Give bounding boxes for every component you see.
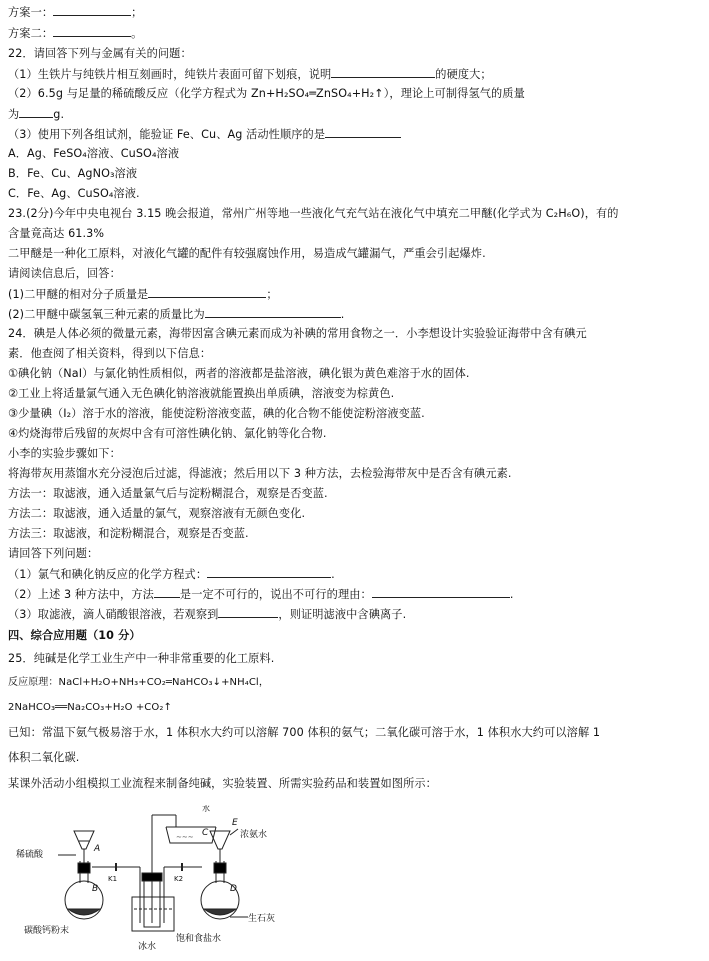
q22-part2: （2）6.5g 与足量的稀硫酸反应（化学方程式为 Zn+H₂SO₄═ZnSO₄+H₂↑），理论上可制得氢气的质量 bbox=[8, 87, 525, 100]
label-k2: K2 bbox=[174, 875, 184, 883]
q23-info: 二甲醚是一种化工原料，对液化气罐的配件有较强腐蚀作用，易造成气罐漏气，严重会引起爆炸. bbox=[8, 247, 486, 260]
label-caco3: 碳酸钙粉末 bbox=[24, 926, 70, 936]
q22-part1: （1）生铁片与纯铁片相互刻画时，纯铁片表面可留下划痕，说明 的硬度大； bbox=[8, 68, 492, 81]
q22-part2-cont: 为 g. bbox=[8, 108, 65, 121]
beaker-c bbox=[166, 827, 216, 843]
connecting-tubes bbox=[92, 815, 202, 923]
q24-part3: （3）取滤液，滴人硝酸银溶液，若观察到 ，则证明滤液中含碘离子. bbox=[8, 608, 407, 621]
q24-2-method-blank[interactable] bbox=[154, 586, 180, 598]
q25-known-1: 已知：常温下氨气极易溶于水，1 体积水大约可以溶解 700 体积的氨气；二氧化碳可溶于水，1 体积水大约可以溶解 1 bbox=[8, 726, 601, 739]
q24-3-blank[interactable] bbox=[218, 606, 278, 618]
q24-info-3: ③少量碘（I₂）溶于水的溶液，能使淀粉溶液变蓝，碘的化合物不能使淀粉溶液变蓝. bbox=[8, 407, 425, 420]
q23-part2: (2)二甲醚中碳氢氧三种元素的质量比为 . bbox=[8, 308, 345, 321]
svg-text:∼∼∼: ∼∼∼ bbox=[176, 833, 194, 841]
q24-info-1: ①碘化钠（NaI）与氯化钠性质相似，两者的溶液都是盐溶液，碘化银为黄色难溶于水的固体. bbox=[8, 367, 470, 380]
plan-two-line: 方案二： 。 bbox=[8, 27, 143, 40]
q24-2-reason-blank[interactable] bbox=[372, 586, 510, 598]
q25-known-3: 某课外活动小组模拟工业流程来制备纯碱，实验装置、所需实验药品和装置如图所示： bbox=[8, 777, 437, 790]
q24-method-2: 方法二：取滤液，通入适量的氯气，观察溶液有无颜色变化. bbox=[8, 507, 306, 520]
plan-one-blank[interactable] bbox=[53, 4, 131, 16]
q22-part3: （3）使用下列各组试剂，能验证 Fe、Cu、Ag 活动性顺序的是 bbox=[8, 126, 701, 142]
option-c: C．Fe、Ag、CuSO₄溶液. bbox=[8, 187, 140, 200]
q25-known-2: 体积二氧化碳. bbox=[8, 751, 80, 764]
label-brine: 饱和食盐水 bbox=[176, 934, 222, 944]
label-b: B bbox=[92, 884, 99, 894]
q24-step-1: 将海带灰用蒸馏水充分浸泡后过滤，得滤液；然后用以下 3 种方法，去检验海带灰中是否含有碘元素. bbox=[8, 467, 512, 480]
flask-d bbox=[201, 831, 239, 919]
q22-1-blank[interactable] bbox=[331, 66, 435, 78]
q24-part1: （1）氯气和碘化钠反应的化学方程式： . bbox=[8, 568, 335, 581]
q24-method-1: 方法一：取滤液，通入适量氯气后与淀粉糊混合，观察是否变蓝. bbox=[8, 487, 328, 500]
q23-intro-cont: 含量竟高达 61.3% bbox=[8, 227, 105, 240]
funnel-a bbox=[74, 831, 94, 867]
label-conc-ammonia: 浓氨水 bbox=[240, 830, 268, 840]
lab-apparatus-diagram bbox=[16, 805, 316, 957]
q23-prompt: 请阅读信息后，回答： bbox=[8, 267, 121, 280]
label-a: A bbox=[94, 844, 101, 854]
q23-intro: 23.(2分)今年中央电视台 3.15 晚会报道，常州广州等地一些液化气充气站在液化气中填充二甲醚(化学式为 C₂H₆O)，有的 bbox=[8, 207, 619, 220]
label-ice-water: 冰水 bbox=[138, 942, 157, 952]
q24-steps-title: 小李的实验步骤如下： bbox=[8, 447, 121, 460]
q22-2-blank[interactable] bbox=[19, 106, 53, 118]
q22-3-blank[interactable] bbox=[325, 126, 401, 138]
label-e: E bbox=[232, 818, 238, 828]
label-d: D bbox=[230, 884, 237, 894]
plan-two-blank[interactable] bbox=[53, 25, 131, 37]
q24-info-4: ④灼烧海带后残留的灰烬中含有可溶性碘化钠、氯化钠等化合物. bbox=[8, 427, 327, 440]
q25-reaction-1: 反应原理：NaCl+H₂O+NH₃+CO₂═NaHCO₃↓+NH₄Cl， bbox=[8, 677, 269, 688]
q23-1-blank[interactable] bbox=[148, 286, 266, 298]
q24-info-2: ②工业上将适量氯气通入无色碘化钠溶液就能置换出单质碘，溶液变为棕黄色. bbox=[8, 387, 395, 400]
q24-1-blank[interactable] bbox=[207, 566, 331, 578]
q25-intro: 25．纯碱是化学工业生产中一种非常重要的化工原料. bbox=[8, 652, 275, 665]
option-b: B．Fe、Cu、AgNO₃溶液 bbox=[8, 167, 138, 180]
label-c: C bbox=[202, 828, 209, 838]
q24-part2: （2）上述 3 种方法中，方法 是一定不可行的，说出不可行的理由： . bbox=[8, 588, 514, 601]
q23-part1: (1)二甲醚的相对分子质量是 ； bbox=[8, 288, 278, 301]
q24-ask: 请回答下列问题： bbox=[8, 547, 99, 560]
section-4-heading: 四、综合应用题（10 分） bbox=[8, 629, 141, 642]
q23-2-blank[interactable] bbox=[205, 306, 341, 318]
q22-title: 22．请回答下列与金属有关的问题： bbox=[8, 47, 192, 60]
q24-intro: 24．碘是人体必须的微量元素，海带因富含碘元素而成为补碘的常用食物之一．小李想设计实验验证海带中含有碘元 bbox=[8, 327, 587, 340]
ice-water-bath bbox=[132, 873, 174, 931]
q25-reaction-2: 2NaHCO₃══Na₂CO₃+H₂O +CO₂↑ bbox=[8, 702, 172, 713]
label-k1: K1 bbox=[108, 875, 118, 883]
q24-intro-cont: 素．他查阅了相关资料，得到以下信息： bbox=[8, 347, 212, 360]
q24-method-3: 方法三：取滤液，和淀粉糊混合，观察是否变蓝. bbox=[8, 527, 249, 540]
plan-one-line: 方案一： ； bbox=[8, 6, 143, 19]
label-water: 水 bbox=[202, 805, 210, 813]
label-quicklime: 生石灰 bbox=[248, 914, 276, 924]
option-a: A．Ag、FeSO₄溶液、CuSO₄溶液 bbox=[8, 147, 180, 160]
label-dilute-acid: 稀硫酸 bbox=[16, 850, 44, 860]
